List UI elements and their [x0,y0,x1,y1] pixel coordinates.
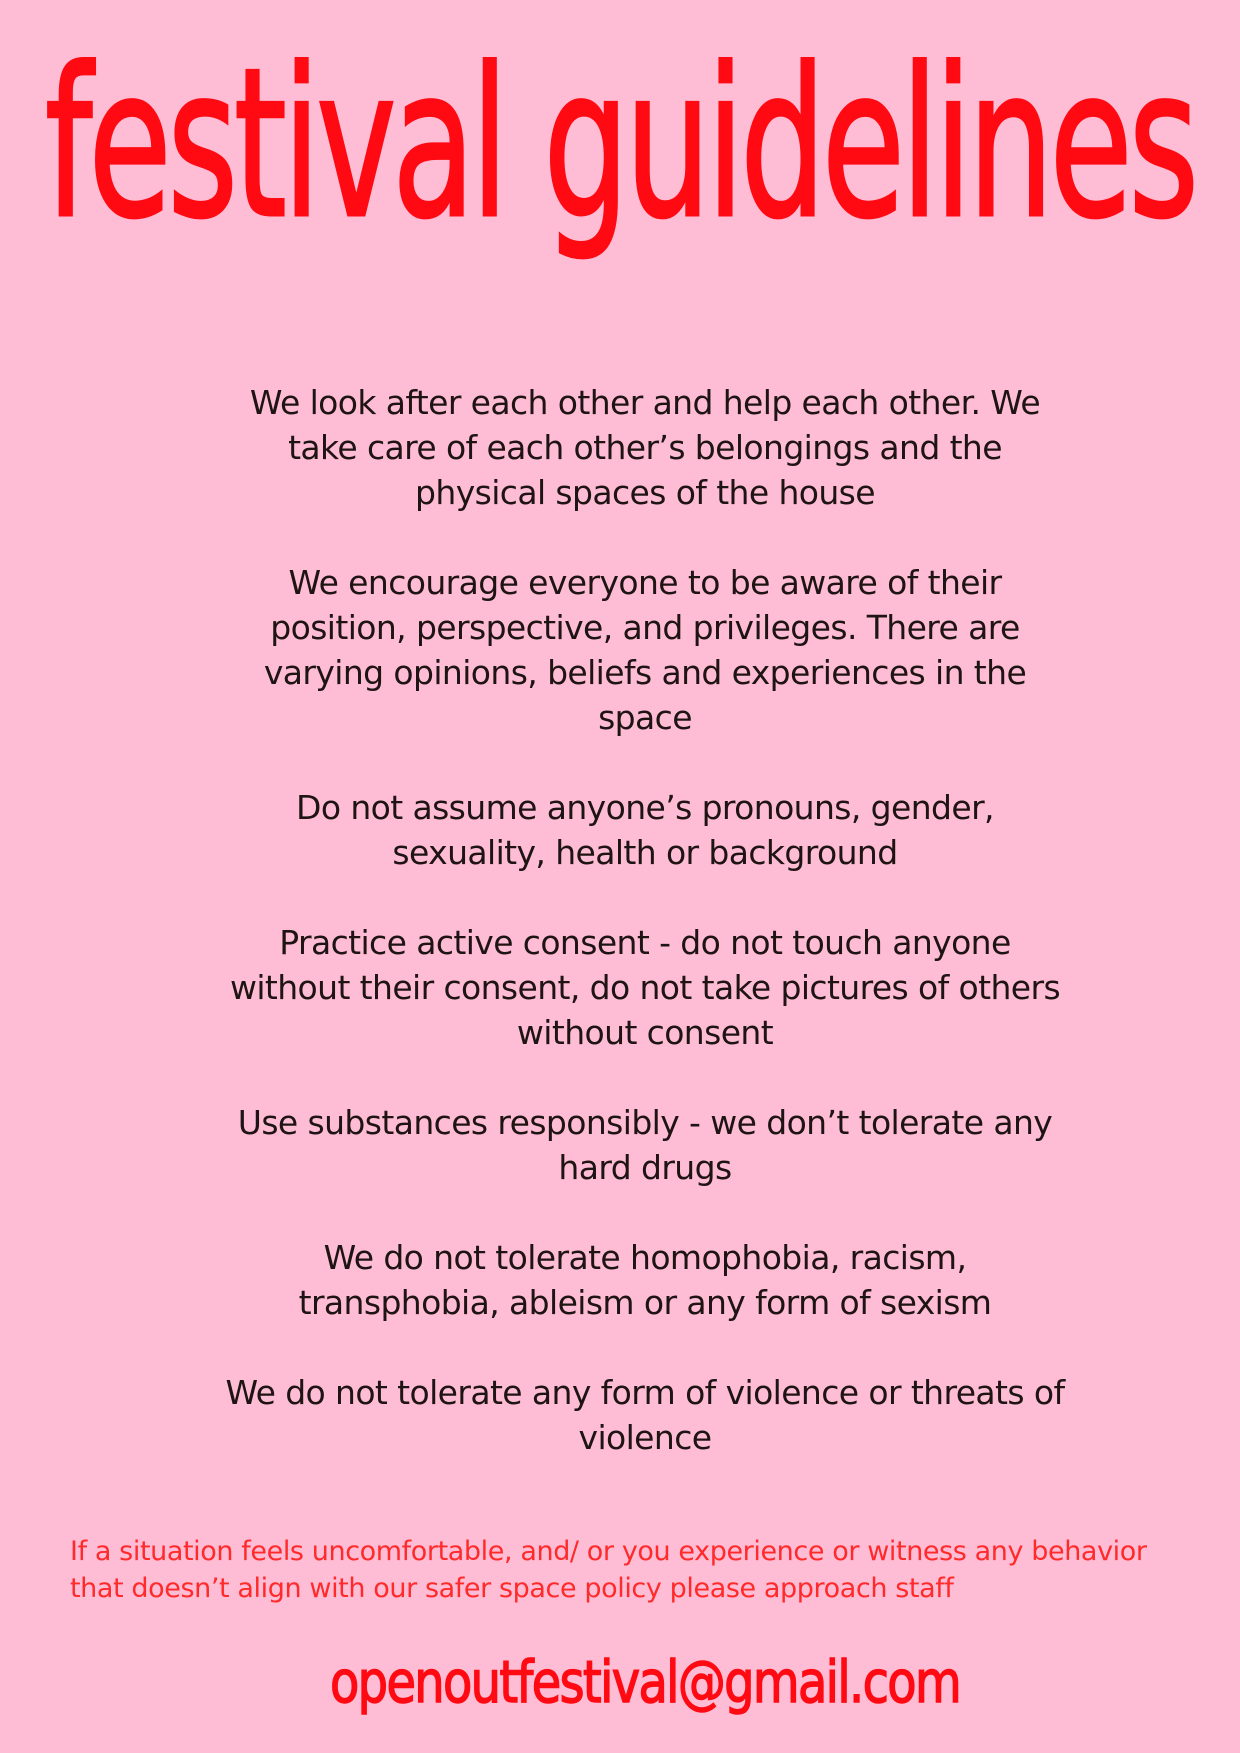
guideline-item: We do not tolerate homophobia, racism, transphobia, ableism or any form of sexism [298,1238,992,1322]
guideline-item: Do not assume anyone’s pronouns, gender, sexuality, health or background [296,788,994,872]
guideline-item: We do not tolerate any form of violence or threats of violence [225,1373,1065,1457]
poster-title [0,20,1240,320]
guidelines-list [220,380,1070,1505]
guideline-item: Practice active consent - do not touch anyone without their consent, do not take pictures of others without consent [229,923,1061,1052]
contact-email [0,1640,1240,1730]
email-text: openoutfestival@gmail.com [330,1648,960,1716]
handwritten-email-graphic [0,1640,1240,1730]
guideline-item: We look after each other and help each other. We take care of each other’s belongings and the physical spaces of the house [249,383,1041,512]
handwritten-title-graphic [0,20,1240,320]
guideline-item: Use substances responsibly - we don’t tolerate any hard drugs [237,1103,1053,1187]
guideline-item: We encourage everyone to be aware of their position, perspective, and privileges. There are varying opinions, beliefs and experiences in the space [263,563,1027,737]
staff-notice: If a situation feels uncomfortable, and/ or you experience or witness any behavior that doesn’t align with our safer space policy please approach staff [70,1536,1147,1604]
title-text: festival guidelines [45,24,1195,264]
